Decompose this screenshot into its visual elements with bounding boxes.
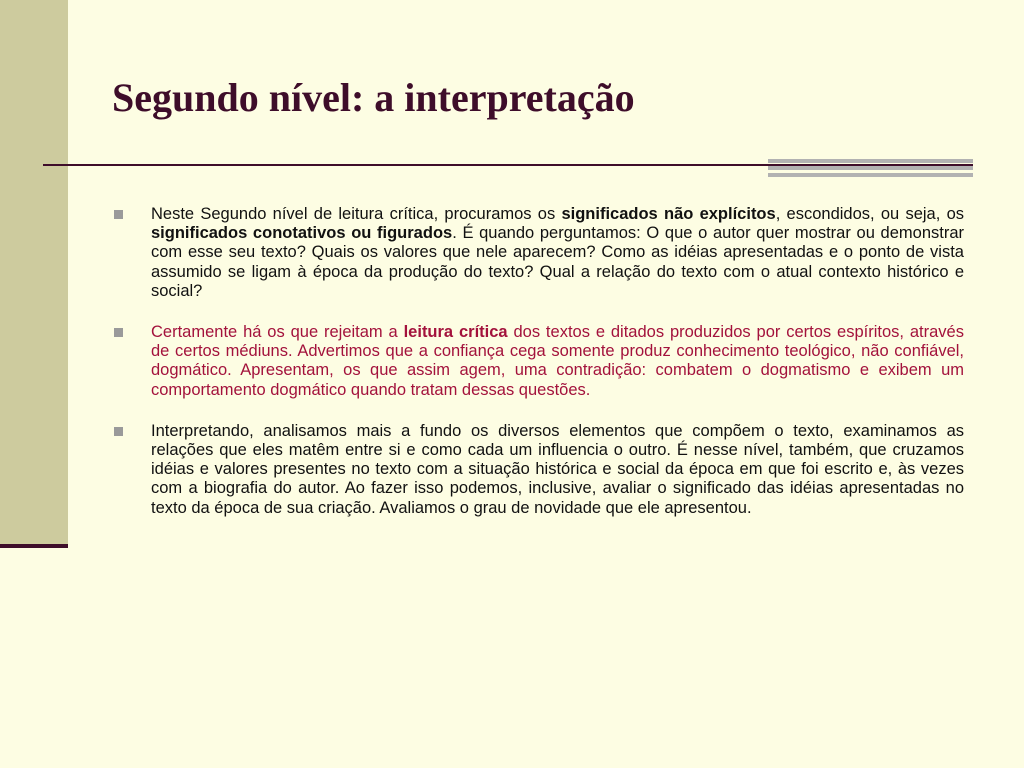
list-item <box>112 205 964 301</box>
bullet-text: Neste Segundo nível de leitura crítica, procuramos os <box>151 205 562 223</box>
bullet-emphasis: significados conotativos ou figurados <box>151 224 453 243</box>
left-band-accent-line <box>0 544 68 548</box>
list-item <box>112 422 964 518</box>
title-divider-accent <box>768 159 973 178</box>
slide-title: Segundo nível: a interpretação <box>112 75 635 120</box>
bullet-text: Interpretando, analisamos mais a fundo os diversos elementos que compõem o texto, examinamos as relações que eles matêm entre si e como cada um influencia o outro. É nesse nível, também, que cruzamos idéias e valores presentes no texto com a situação histórica e social da época em que foi escrito e, às vezes com a biografia do autor. Ao fazer isso podemos, inclusive, avaliar o significado das idéias apresentadas no texto da época de sua criação. Avaliamos o grau de novidade que ele apresentou. <box>151 421 964 517</box>
list-item <box>112 323 964 400</box>
bullet-text: , escondidos, ou seja, os <box>775 205 964 223</box>
square-bullet-icon <box>114 427 123 436</box>
bullet-text: dos textos e ditados produzidos por certos espíritos, através de certos médiuns. Advertimos que a confiança cega somente produz conhecimento teológico, não confiável, dogmático. Apresentam, os que assim agem, uma contradição: combatem o dogmatismo e exibem um comportamento dogmático quando tratam dessas questões. <box>151 323 964 399</box>
square-bullet-icon <box>114 328 123 337</box>
left-decorative-band <box>0 0 68 546</box>
bullet-text: . É quando perguntamos: O que o autor quer mostrar ou demonstrar com esse seu texto? Quais os valores que nele aparecem? Como as idéias apresentadas e o ponto de vista assumido se ligam à época da produção do texto? Qual a relação do texto com o atual contexto histórico e social? <box>151 224 964 300</box>
bullet-emphasis: significados não explícitos <box>561 205 776 223</box>
bullet-text: Certamente há os que rejeitam a <box>151 323 404 342</box>
bullet-list <box>112 205 964 540</box>
square-bullet-icon <box>114 210 123 219</box>
bullet-emphasis: leitura crítica <box>403 323 508 342</box>
